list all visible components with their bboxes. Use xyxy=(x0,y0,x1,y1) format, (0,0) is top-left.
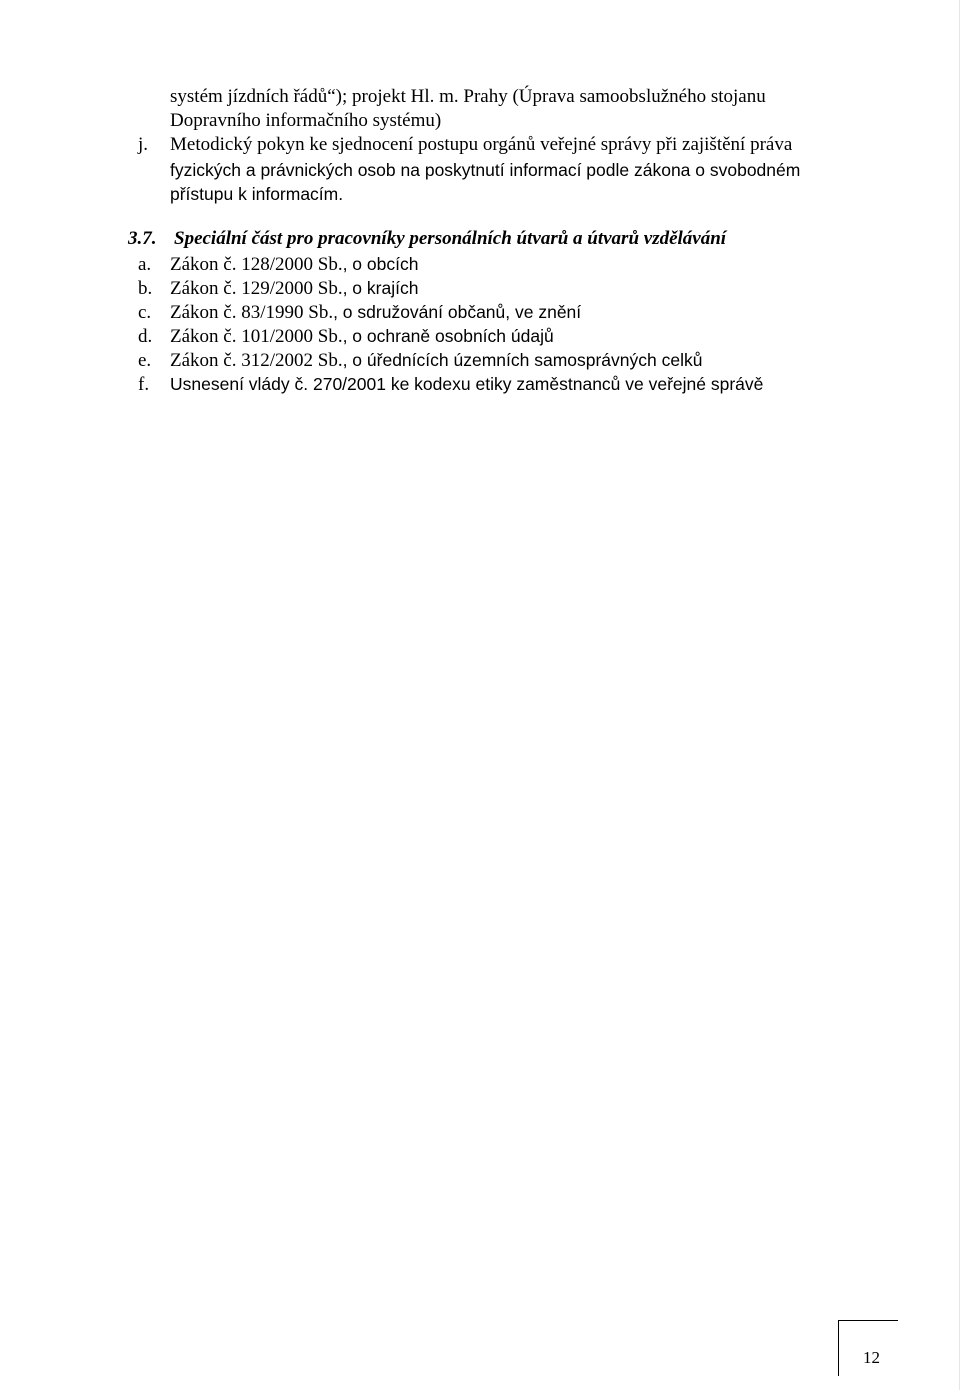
law-reference: Zákon č. 312/2002 Sb. xyxy=(170,350,343,371)
list-label: e. xyxy=(138,350,152,371)
law-reference: Zákon č. 83/1990 Sb. xyxy=(170,302,334,323)
law-description: , o obcích xyxy=(342,254,419,274)
law-description: , o ochraně osobních údajů xyxy=(342,326,554,346)
law-reference: Zákon č. 128/2000 Sb. xyxy=(170,254,343,275)
law-reference: Zákon č. 129/2000 Sb. xyxy=(170,278,343,299)
list-item-b xyxy=(138,276,418,301)
list-item-c xyxy=(138,300,581,325)
list-item-d xyxy=(138,324,554,349)
page-number-box xyxy=(838,1320,898,1376)
item-j-line-2: fyzických a právnických osob na poskytnutí informací podle zákona o svobodném xyxy=(170,160,801,180)
list-item-e xyxy=(138,348,702,373)
law-reference: Zákon č. 101/2000 Sb. xyxy=(170,326,343,347)
list-label: b. xyxy=(138,278,153,299)
list-item-a xyxy=(138,252,418,277)
law-description: , o krajích xyxy=(342,278,419,298)
section-heading xyxy=(128,227,726,251)
list-label: d. xyxy=(138,326,153,347)
item-j-marker: j. xyxy=(138,134,149,155)
section-number: 3.7. xyxy=(128,228,157,249)
section-title: Speciální část pro pracovníky personálních útvarů a útvarů vzdělávání xyxy=(174,228,727,249)
intro-line-1: systém jízdních řádů“); projekt Hl. m. Prahy (Úprava samoobslužného stojanu xyxy=(170,86,766,107)
list-label: f. xyxy=(138,374,150,395)
law-reference: Usnesení vlády č. 270/2001 ke kodexu etiky zaměstnanců ve veřejné správě xyxy=(170,374,764,394)
law-description: , o úřednících územních samosprávných celků xyxy=(342,350,703,370)
intro-line-2: Dopravního informačního systému) xyxy=(170,110,442,131)
list-item-f xyxy=(138,372,763,397)
item-j-line-1: Metodický pokyn ke sjednocení postupu orgánů veřejné správy při zajištění práva xyxy=(170,134,793,155)
list-label: a. xyxy=(138,254,152,275)
item-j-line-3: přístupu k informacím. xyxy=(170,184,344,204)
list-label: c. xyxy=(138,302,152,323)
law-description: , o sdružování občanů, ve znění xyxy=(333,302,582,322)
page-number: 12 xyxy=(863,1348,880,1367)
